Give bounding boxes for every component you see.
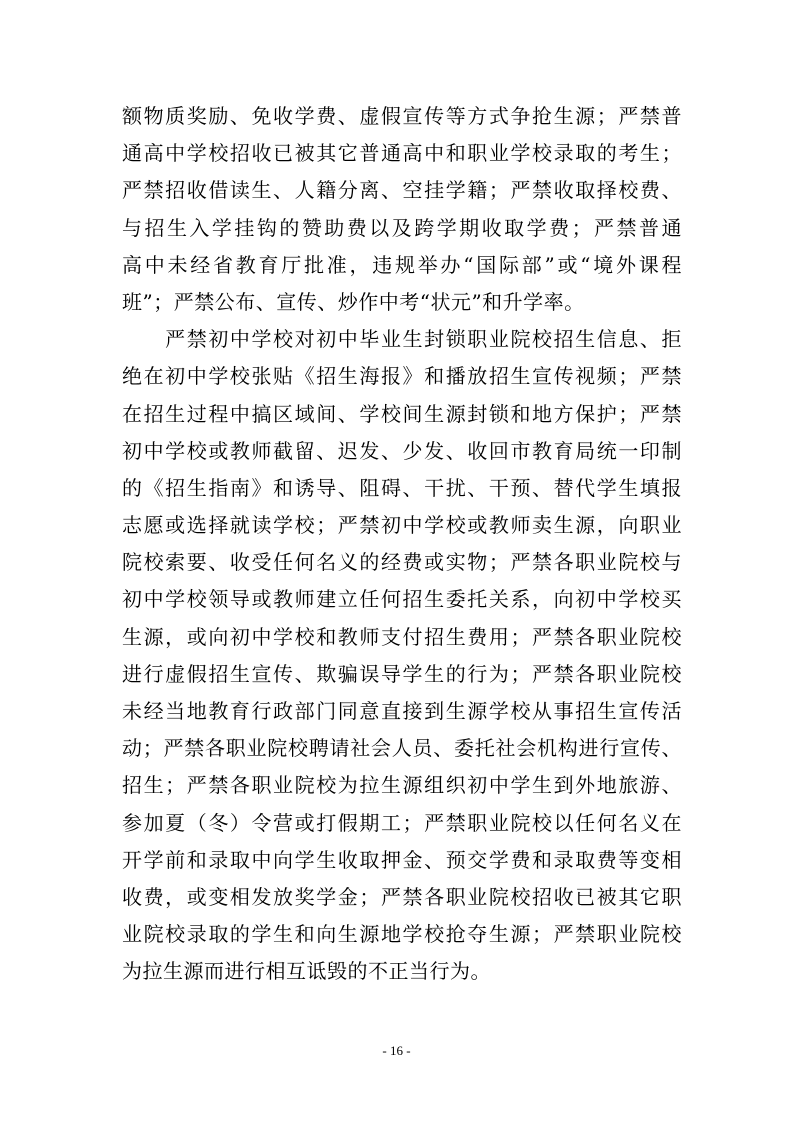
text-line: 初中学校或教师截留、迟发、少发、收回市教育局统一印制	[122, 438, 682, 463]
body-text	[122, 98, 682, 991]
text-line: 与招生入学挂钩的赞助费以及跨学期收取学费；严禁普通	[122, 215, 682, 240]
text-line: 业院校录取的学生和向生源地学校抢夺生源；严禁职业院校	[122, 922, 682, 947]
text-line: 高中未经省教育厅批准，违规举办“国际部”或“境外课程	[122, 252, 682, 277]
text-line: 未经当地教育行政部门同意直接到生源学校从事招生宣传活	[122, 699, 682, 723]
text-line: 生源，或向初中学校和教师支付招生费用；严禁各职业院校	[122, 624, 682, 649]
text-line: 绝在初中学校张贴《招生海报》和播放招生宣传视频；严禁	[122, 364, 682, 389]
text-line: 进行虚假招生宣传、欺骗误导学生的行为；严禁各职业院校	[122, 661, 682, 686]
page-number: - 16 -	[382, 1043, 411, 1058]
text-line: 动；严禁各职业院校聘请社会人员、委托社会机构进行宣传、	[122, 736, 682, 761]
text-line: 为拉生源而进行相互诋毁的不正当行为。	[122, 959, 491, 984]
text-line: 严禁招收借读生、人籍分离、空挂学籍；严禁收取择校费、	[122, 178, 682, 203]
text-line: 在招生过程中搞区域间、学校间生源封锁和地方保护；严禁	[122, 401, 682, 426]
text-line: 严禁初中学校对初中毕业生封锁职业院校招生信息、拒	[122, 327, 682, 352]
text-line: 初中学校领导或教师建立任何招生委托关系，向初中学校买	[122, 587, 682, 612]
text-line: 收费，或变相发放奖学金；严禁各职业院校招收已被其它职	[122, 884, 682, 909]
text-line: 开学前和录取中向学生收取押金、预交学费和录取费等变相	[122, 847, 682, 872]
text-line: 招生；严禁各职业院校为拉生源组织初中学生到外地旅游、	[122, 773, 682, 798]
text-line: 参加夏（冬）令营或打假期工；严禁职业院校以任何名义在	[122, 810, 682, 835]
text-line: 班”；严禁公布、宣传、炒作中考“状元”和升学率。	[122, 289, 585, 314]
text-line: 院校索要、收受任何名义的经费或实物；严禁各职业院校与	[122, 550, 682, 575]
text-line: 志愿或选择就读学校；严禁初中学校或教师卖生源，向职业	[122, 513, 682, 538]
text-line: 通高中学校招收已被其它普通高中和职业学校录取的考生；	[122, 141, 682, 166]
text-line: 额物质奖励、免收学费、虚假宣传等方式争抢生源；严禁普	[122, 104, 682, 128]
text-line: 的《招生指南》和诱导、阻碍、干扰、干预、替代学生填报	[122, 475, 682, 500]
